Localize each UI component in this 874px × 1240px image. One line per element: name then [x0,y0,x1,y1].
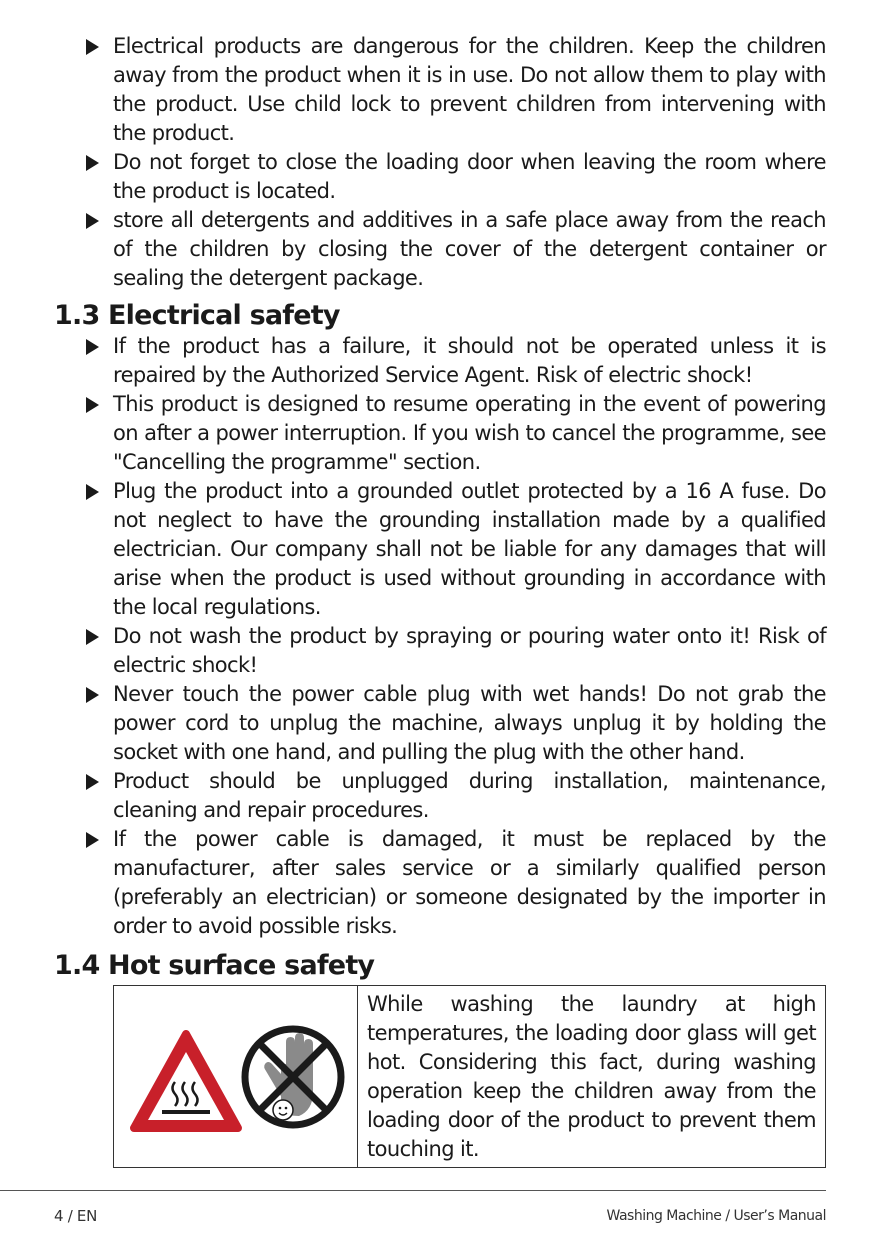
bullet-arrow-icon [86,39,99,55]
bullet-arrow-icon [86,774,99,790]
bullet-arrow-icon [86,213,99,229]
list-item: Plug the product into a grounded outlet protected by a 16 A fuse. Do not neglect to have the grounding installation made by a qualified electrician. Our company shall not be liable for any damages that will arise when the product is used without grounding in accordance with the local regulations. [0,477,874,622]
bullet-arrow-icon [86,484,99,500]
list-item: Product should be unplugged during installation, maintenance, cleaning and repair procedures. [0,767,874,825]
bullet-arrow-icon [86,155,99,171]
list-item: Do not forget to close the loading door when leaving the room where the product is located. [0,148,874,206]
section-heading-electrical-safety: 1.3 Electrical safety [54,300,340,331]
bullet-arrow-icon [86,832,99,848]
footer-divider [0,1190,826,1191]
list-item: If the product has a failure, it should not be operated unless it is repaired by the Authorized Service Agent. Risk of electric shock! [0,332,874,390]
list-item: Electrical products are dangerous for the children. Keep the children away from the product when it is in use. Do not allow them to play with the product. Use child lock to prevent children from intervening with the product. [0,32,874,148]
document-title: Washing Machine / User’s Manual [606,1208,826,1224]
hot-surface-icons [126,1012,346,1142]
hot-surface-warning-icon [134,1034,238,1128]
list-item: Do not wash the product by spraying or pouring water onto it! Risk of electric shock! [0,622,874,680]
hot-surface-table [113,985,826,1168]
bullet-arrow-icon [86,629,99,645]
list-item: Never touch the power cable plug with wet hands! Do not grab the power cord to unplug the machine, always unplug it by holding the socket with one hand, and pulling the plug with the other hand. [0,680,874,767]
bullet-arrow-icon [86,339,99,355]
intro-bullet-list [0,32,874,293]
bullet-arrow-icon [86,687,99,703]
list-item: This product is designed to resume operating in the event of powering on after a power interruption. If you wish to cancel the programme, see "Cancelling the programme" section. [0,390,874,477]
page-number: 4 / EN [54,1207,98,1225]
list-item: If the power cable is damaged, it must be replaced by the manufacturer, after sales service or a similarly qualified person (preferably an electrician) or someone designated by the importer in order to avoid possible risks. [0,825,874,941]
no-touch-children-icon [245,1029,341,1125]
section-heading-hot-surface-safety: 1.4 Hot surface safety [54,950,375,981]
hot-surface-icons-cell [114,986,358,1167]
hot-surface-text: While washing the laundry at high temperatures, the loading door glass will get hot. Considering this fact, during washing operation keep the children away from the loading door of the product to prevent them touching it. [367,992,816,1161]
list-item: store all detergents and additives in a safe place away from the reach of the children by closing the cover of the detergent container or sealing the detergent package. [0,206,874,293]
electrical-safety-list [0,332,874,941]
bullet-arrow-icon [86,397,99,413]
